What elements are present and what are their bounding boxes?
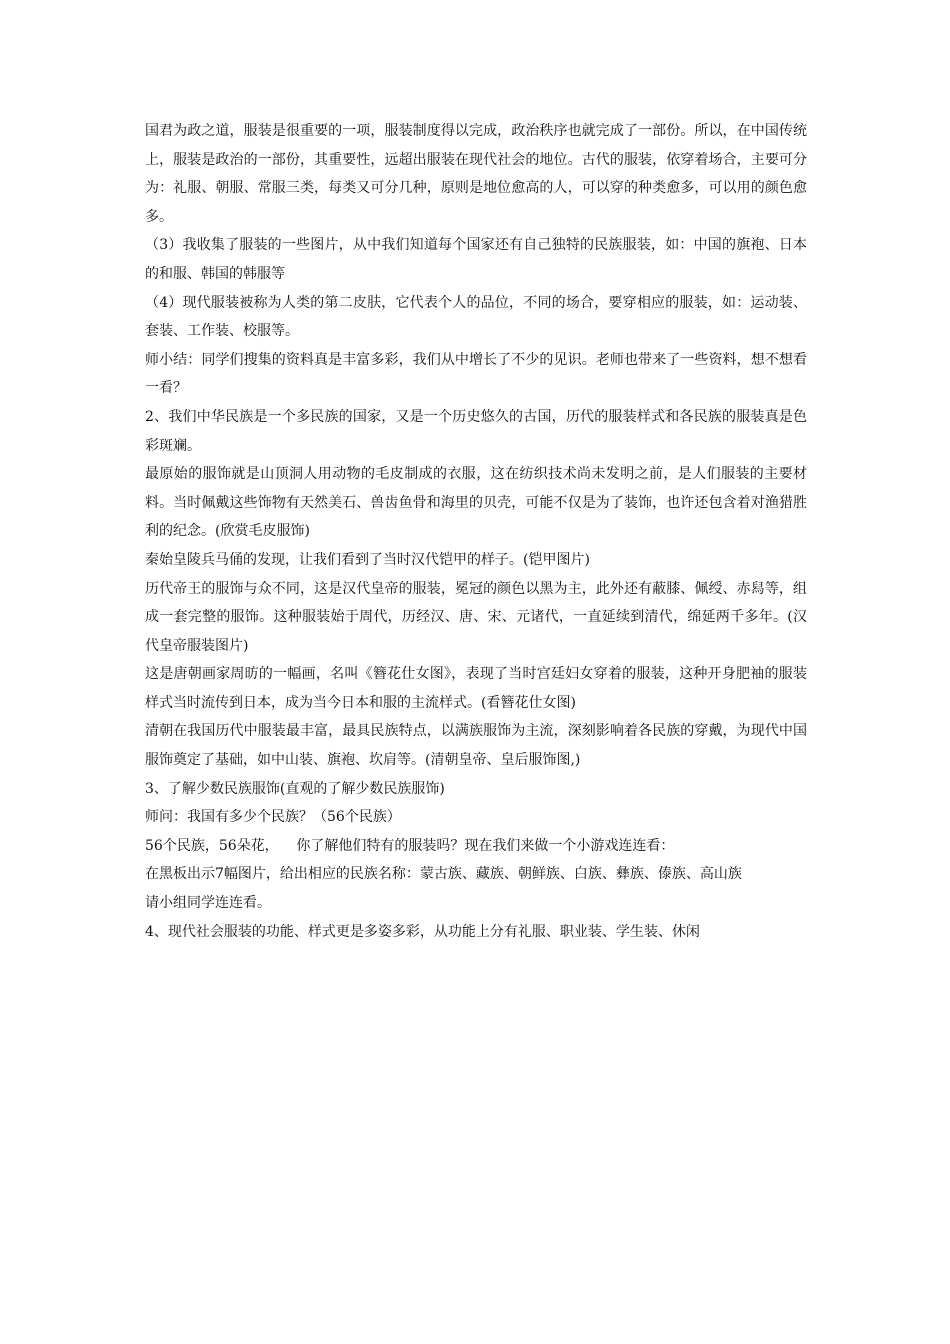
paragraph: 秦始皇陵兵马俑的发现，让我们看到了当时汉代铠甲的样子。(铠甲图片) [145,551,590,568]
paragraph: 清朝在我国历代中服装最丰富，最具民族特点，以满族服饰为主流，深刻影响着各民族的穿戴，为现代中国服饰奠定了基础，如中山装、旗袍、坎肩等。(清朝皇帝、皇后服饰图,) [145,723,807,769]
paragraph: 师问：我国有多少个民族？（56个民族） [145,809,401,826]
paragraph: 4、现代社会服装的功能、样式更是多姿多彩，从功能上分有礼服、职业装、学生装、休闲 [145,923,700,940]
document-page [145,117,807,946]
paragraph: 56个民族，56朵花， 你了解他们特有的服装吗？现在我们来做一个小游戏连连看： [145,837,675,854]
paragraph: 师小结：同学们搜集的资料真是丰富多彩，我们从中增长了不少的见识。老师也带来了一些资料，想不想看一看？ [145,351,807,397]
paragraph: 历代帝王的服饰与众不同，这是汉代皇帝的服装，冕冠的颜色以黑为主，此外还有蔽膝、佩绶、赤舄等，组成一套完整的服饰。这种服装始于周代，历经汉、唐、宋、元诸代，一直延续到清代，绵延两千多年。(汉代皇帝服装图片) [145,580,807,654]
paragraph: 这是唐朝画家周昉的一幅画，名叫《簪花仕女图》，表现了当时宫廷妇女穿着的服装，这种开身肥袖的服装样式当时流传到日本，成为当今日本和服的主流样式。(看簪花仕女图) [145,666,807,711]
paragraph: 在黑板出示7幅图片，给出相应的民族名称：蒙古族、藏族、朝鲜族、白族、彝族、傣族、高山族 [145,866,742,883]
paragraph: 国君为政之道，服装是很重要的一项，服装制度得以完成，政治秩序也就完成了一部份。所以，在中国传统上，服装是政治的一部份，其重要性，远超出服装在现代社会的地位。古代的服装，依穿着场合，主要可分为：礼服、朝服、常服三类，每类又可分几种，原则是地位愈高的人，可以穿的种类愈多，可以用的颜色愈多。 [145,123,807,225]
paragraph: 请小组同学连连看。 [145,895,271,912]
paragraph: 最原始的服饰就是山顶洞人用动物的毛皮制成的衣服，这在纺织技术尚未发明之前，是人们服装的主要材料。当时佩戴这些饰物有天然美石、兽齿鱼骨和海里的贝壳，可能不仅是为了装饰，也许还包含着对渔猎胜利的纪念。(欣赏毛皮服饰) [145,466,807,540]
paragraph: 2、我们中华民族是一个多民族的国家，又是一个历史悠久的古国，历代的服装样式和各民族的服装真是色彩斑斓。 [145,408,807,454]
paragraph: （3）我收集了服装的一些图片，从中我们知道每个国家还有自己独特的民族服装，如：中国的旗袍、日本的和服、韩国的韩服等 [145,237,807,282]
paragraph: （4）现代服装被称为人类的第二皮肤，它代表个人的品位，不同的场合，要穿相应的服装，如：运动装、套装、工作装、校服等。 [145,294,807,340]
paragraph: 3、了解少数民族服饰(直观的了解少数民族服饰) [145,780,445,797]
